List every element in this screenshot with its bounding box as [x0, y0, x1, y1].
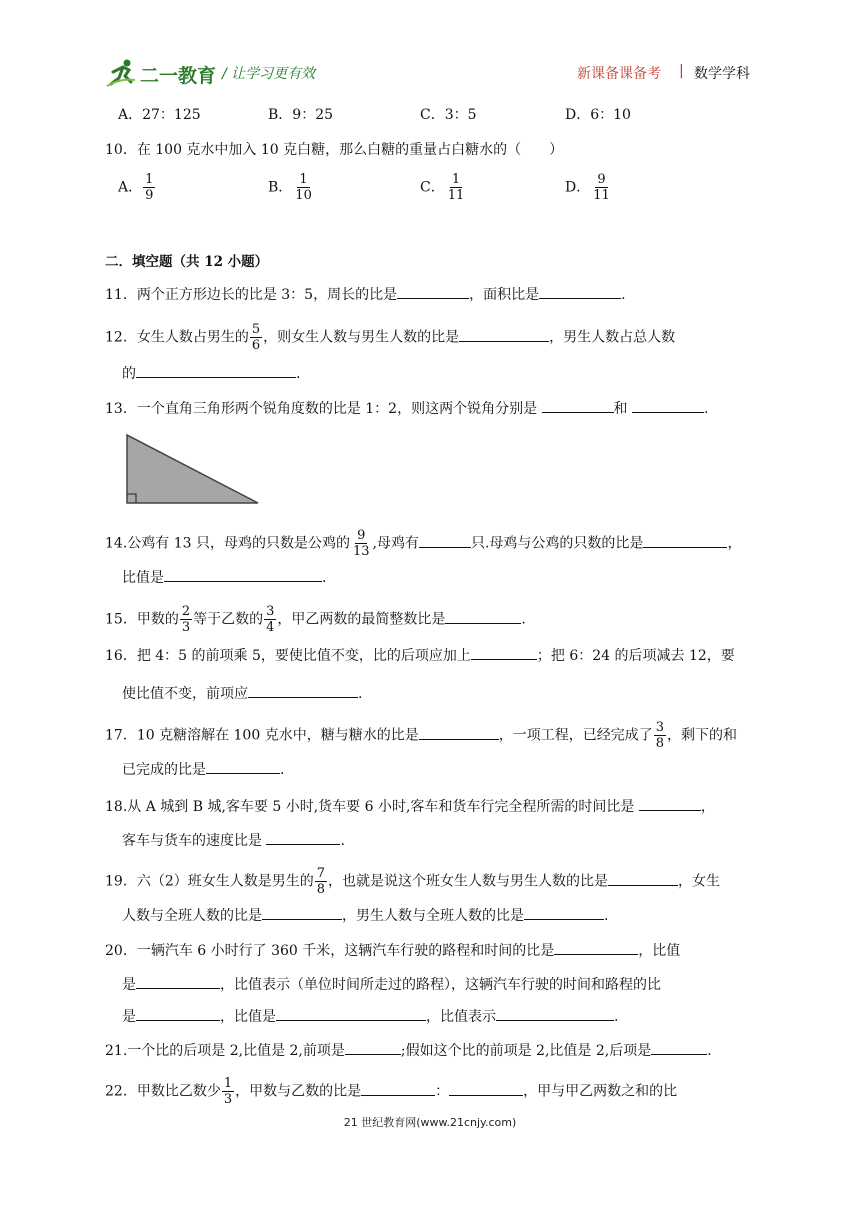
q12-text: ，则女生人数与男生人数的比是 — [263, 329, 460, 346]
denominator: 11 — [447, 188, 465, 203]
numerator: 1 — [145, 172, 154, 187]
q19-text: . — [604, 908, 609, 924]
q17-text: ，剩下的和 — [666, 727, 737, 744]
question-12 — [105, 322, 675, 353]
q18-text: 18.从 A 城到 B 城,客车要 5 小时,货车要 6 小时,客车和货车行完全程所需的时间比是 — [105, 799, 639, 815]
q10-option-a — [118, 172, 156, 203]
q10-d-label: D． — [565, 179, 591, 196]
q10-a-fraction — [143, 172, 155, 203]
q21-text: . — [707, 1043, 712, 1059]
numerator: 9 — [597, 172, 606, 187]
q10-b-fraction — [293, 172, 314, 203]
q10-d-fraction — [591, 172, 612, 203]
q15-fraction-1 — [180, 604, 192, 635]
question-17-cont — [122, 759, 284, 780]
q22-text: 22．甲数比乙数少 — [105, 1083, 221, 1100]
answer-blank[interactable] — [262, 905, 342, 920]
answer-blank[interactable] — [164, 567, 322, 582]
denominator: 9 — [145, 188, 154, 203]
q20-text: 是 — [122, 1009, 136, 1025]
slogan: / 让学习更有效 — [222, 66, 316, 82]
answer-blank[interactable] — [496, 1006, 614, 1021]
q20-text: 20．一辆汽车 6 小时行了 360 千米，这辆汽车行驶的路程和时间的比是 — [105, 943, 555, 959]
q17-text: ，一项工程，已经完成了 — [498, 727, 653, 744]
q17-text: 17．10 克糖溶解在 100 克水中，糖与糖水的比是 — [105, 727, 419, 744]
question-15 — [105, 604, 526, 635]
right-triangle-figure — [124, 432, 262, 506]
answer-blank[interactable] — [419, 533, 471, 548]
q9-option-d: D．6：10 — [565, 107, 631, 123]
question-21 — [105, 1040, 712, 1061]
question-18 — [105, 796, 715, 817]
question-12-cont — [122, 363, 300, 384]
answer-blank[interactable] — [136, 363, 296, 378]
answer-blank[interactable] — [608, 871, 678, 886]
denominator: 13 — [352, 544, 370, 559]
q19-fraction — [315, 866, 327, 897]
q16-text: 使比值不变，前项应 — [122, 686, 248, 702]
logo-text: 二一教育 — [140, 65, 217, 87]
answer-blank[interactable] — [459, 327, 549, 342]
logo-runner-icon — [105, 58, 137, 88]
question-20 — [105, 940, 680, 961]
answer-blank[interactable] — [419, 725, 499, 740]
denominator: 8 — [316, 882, 326, 897]
answer-blank[interactable] — [397, 284, 469, 299]
q19-text: ，女生 — [678, 873, 721, 890]
q10-c-fraction — [446, 172, 467, 203]
q22-text: ，甲数与乙数的比是 — [235, 1083, 362, 1100]
q20-text: 是 — [122, 977, 136, 993]
answer-blank[interactable] — [449, 1081, 523, 1096]
header-subject: 数学学科 — [694, 66, 750, 82]
question-16-cont — [122, 683, 362, 704]
q11-text: ，面积比是 — [469, 287, 540, 303]
q9-option-c: C．3：5 — [420, 107, 477, 123]
answer-blank[interactable] — [542, 398, 614, 413]
q14-text: ， — [727, 535, 742, 552]
q11-text: 11．两个正方形边长的比是 3：5，周长的比是 — [105, 287, 398, 303]
question-13 — [105, 398, 708, 419]
q17-text: 已完成的比是 — [122, 762, 206, 778]
question-14 — [105, 528, 741, 559]
q18-text: ， — [700, 799, 715, 815]
denominator: 10 — [295, 188, 312, 203]
q22-fraction — [222, 1076, 234, 1107]
q15-text: 等于乙数的 — [193, 611, 264, 628]
answer-blank[interactable] — [445, 609, 521, 624]
q15-text: 15．甲数的 — [105, 611, 179, 628]
q19-text: 19．六（2）班女生人数是男生的 — [105, 873, 314, 890]
q12-text: 的 — [122, 366, 136, 382]
numerator: 5 — [251, 322, 261, 337]
q15-text: . — [521, 611, 526, 628]
answer-blank[interactable] — [276, 1006, 426, 1021]
section-title: 二．填空题（共 12 小题） — [105, 254, 269, 270]
q22-text: ： — [435, 1083, 450, 1100]
answer-blank[interactable] — [539, 284, 621, 299]
page-footer: 21 世纪教育网(www.21cnjy.com) — [343, 1116, 517, 1129]
q13-text: 和 — [613, 401, 632, 417]
q12-text: . — [296, 366, 301, 382]
q18-text: 客车与货车的速度比是 — [122, 833, 267, 849]
q20-text: . — [614, 1009, 619, 1025]
answer-blank[interactable] — [643, 533, 727, 548]
numerator: 3 — [655, 720, 664, 735]
question-19-cont — [122, 905, 608, 926]
q18-text: . — [340, 833, 345, 849]
q20-text: ，比值表示 — [426, 1009, 496, 1025]
answer-blank[interactable] — [136, 974, 220, 989]
answer-blank[interactable] — [524, 905, 604, 920]
question-10 — [105, 140, 563, 160]
q16-text: 16．把 4：5 的前项乘 5，要使比值不变，比的后项应加上 — [105, 648, 471, 664]
question-16 — [105, 645, 735, 666]
q14-text: . — [322, 570, 327, 586]
q10-b-label: B． — [268, 179, 293, 196]
denominator: 6 — [251, 338, 261, 353]
q14-text: 14.公鸡有 13 只，母鸡的只数是公鸡的 — [105, 535, 350, 552]
q19-text: 人数与全班人数的比是 — [122, 908, 262, 924]
q15-fraction-2 — [264, 604, 276, 635]
q13-text: 13．一个直角三角形两个锐角度数的比是 1：2，则这两个锐角分别是 — [105, 401, 542, 417]
numerator: 2 — [181, 604, 191, 619]
header-course: 新课备课备考 — [577, 66, 661, 82]
question-18-cont — [122, 830, 345, 851]
question-11 — [105, 284, 626, 305]
q20-text: ，比值是 — [220, 1009, 276, 1025]
q10-option-d — [565, 172, 613, 203]
denominator: 3 — [181, 620, 191, 635]
q10-option-b — [268, 172, 315, 203]
q14-text: 只.母鸡与公鸡的只数的比是 — [470, 535, 644, 552]
q10-c-label: C． — [420, 179, 445, 196]
q9-option-a: A．27：125 — [118, 107, 201, 123]
q16-text: ；把 6：24 的后项减去 12，要 — [536, 648, 735, 664]
question-19 — [105, 866, 720, 897]
answer-blank[interactable] — [361, 1081, 435, 1096]
q19-text: ，男生人数与全班人数的比是 — [342, 908, 524, 924]
header-separator: | — [679, 63, 684, 79]
answer-blank[interactable] — [136, 1006, 220, 1021]
q17-text: . — [280, 762, 285, 778]
q22-text: ，甲与甲乙两数之和的比 — [523, 1083, 678, 1100]
question-20-cont-2 — [122, 1006, 618, 1027]
q21-text: 21.一个比的后项是 2,比值是 2,前项是 — [105, 1043, 345, 1059]
answer-blank[interactable] — [632, 398, 704, 413]
answer-blank[interactable] — [554, 940, 638, 955]
q14-fraction — [351, 528, 372, 559]
q15-text: ，甲乙两数的最简整数比是 — [277, 611, 446, 628]
numerator: 7 — [316, 866, 326, 881]
denominator: 8 — [655, 736, 664, 751]
answer-blank[interactable] — [206, 759, 280, 774]
answer-blank[interactable] — [639, 796, 701, 811]
q14-text: ,母鸡有 — [372, 535, 419, 552]
answer-blank[interactable] — [266, 830, 340, 845]
denominator: 11 — [593, 188, 610, 203]
q13-text: . — [703, 401, 709, 417]
q12-text: ，男生人数占总人数 — [549, 329, 676, 346]
q10-option-c — [420, 172, 467, 203]
q20-text: ，比值 — [638, 943, 681, 959]
q10-a-label: A． — [118, 179, 143, 196]
q20-text: ，比值表示（单位时间所走过的路程），这辆汽车行驶的时间和路程的比 — [220, 977, 661, 993]
numerator: 3 — [266, 604, 275, 619]
q12-fraction — [250, 322, 262, 353]
denominator: 4 — [266, 620, 275, 635]
q11-text: . — [621, 287, 626, 303]
q14-text: 比值是 — [122, 570, 164, 586]
numerator: 1 — [451, 172, 461, 187]
q10-text: 10．在 100 克水中加入 10 克白糖，那么白糖的重量占白糖水的（ ） — [105, 142, 564, 158]
question-20-cont-1 — [122, 974, 661, 995]
q12-text: 12．女生人数占男生的 — [105, 329, 249, 346]
numerator: 9 — [357, 528, 366, 543]
q17-fraction — [654, 720, 666, 751]
numerator: 1 — [299, 172, 308, 187]
question-22 — [105, 1076, 677, 1107]
answer-blank[interactable] — [248, 683, 358, 698]
question-14-cont — [122, 567, 326, 588]
q9-option-b: B．9：25 — [268, 107, 334, 123]
denominator: 3 — [223, 1092, 233, 1107]
q21-text: ;假如这个比的前项是 2,比值是 2,后项是 — [400, 1043, 652, 1059]
q16-text: . — [358, 686, 363, 702]
numerator: 1 — [223, 1076, 233, 1091]
answer-blank[interactable] — [471, 645, 537, 660]
q19-text: ，也就是说这个班女生人数与男生人数的比是 — [328, 873, 609, 890]
answer-blank[interactable] — [345, 1040, 401, 1055]
answer-blank[interactable] — [651, 1040, 707, 1055]
question-17 — [105, 720, 737, 751]
